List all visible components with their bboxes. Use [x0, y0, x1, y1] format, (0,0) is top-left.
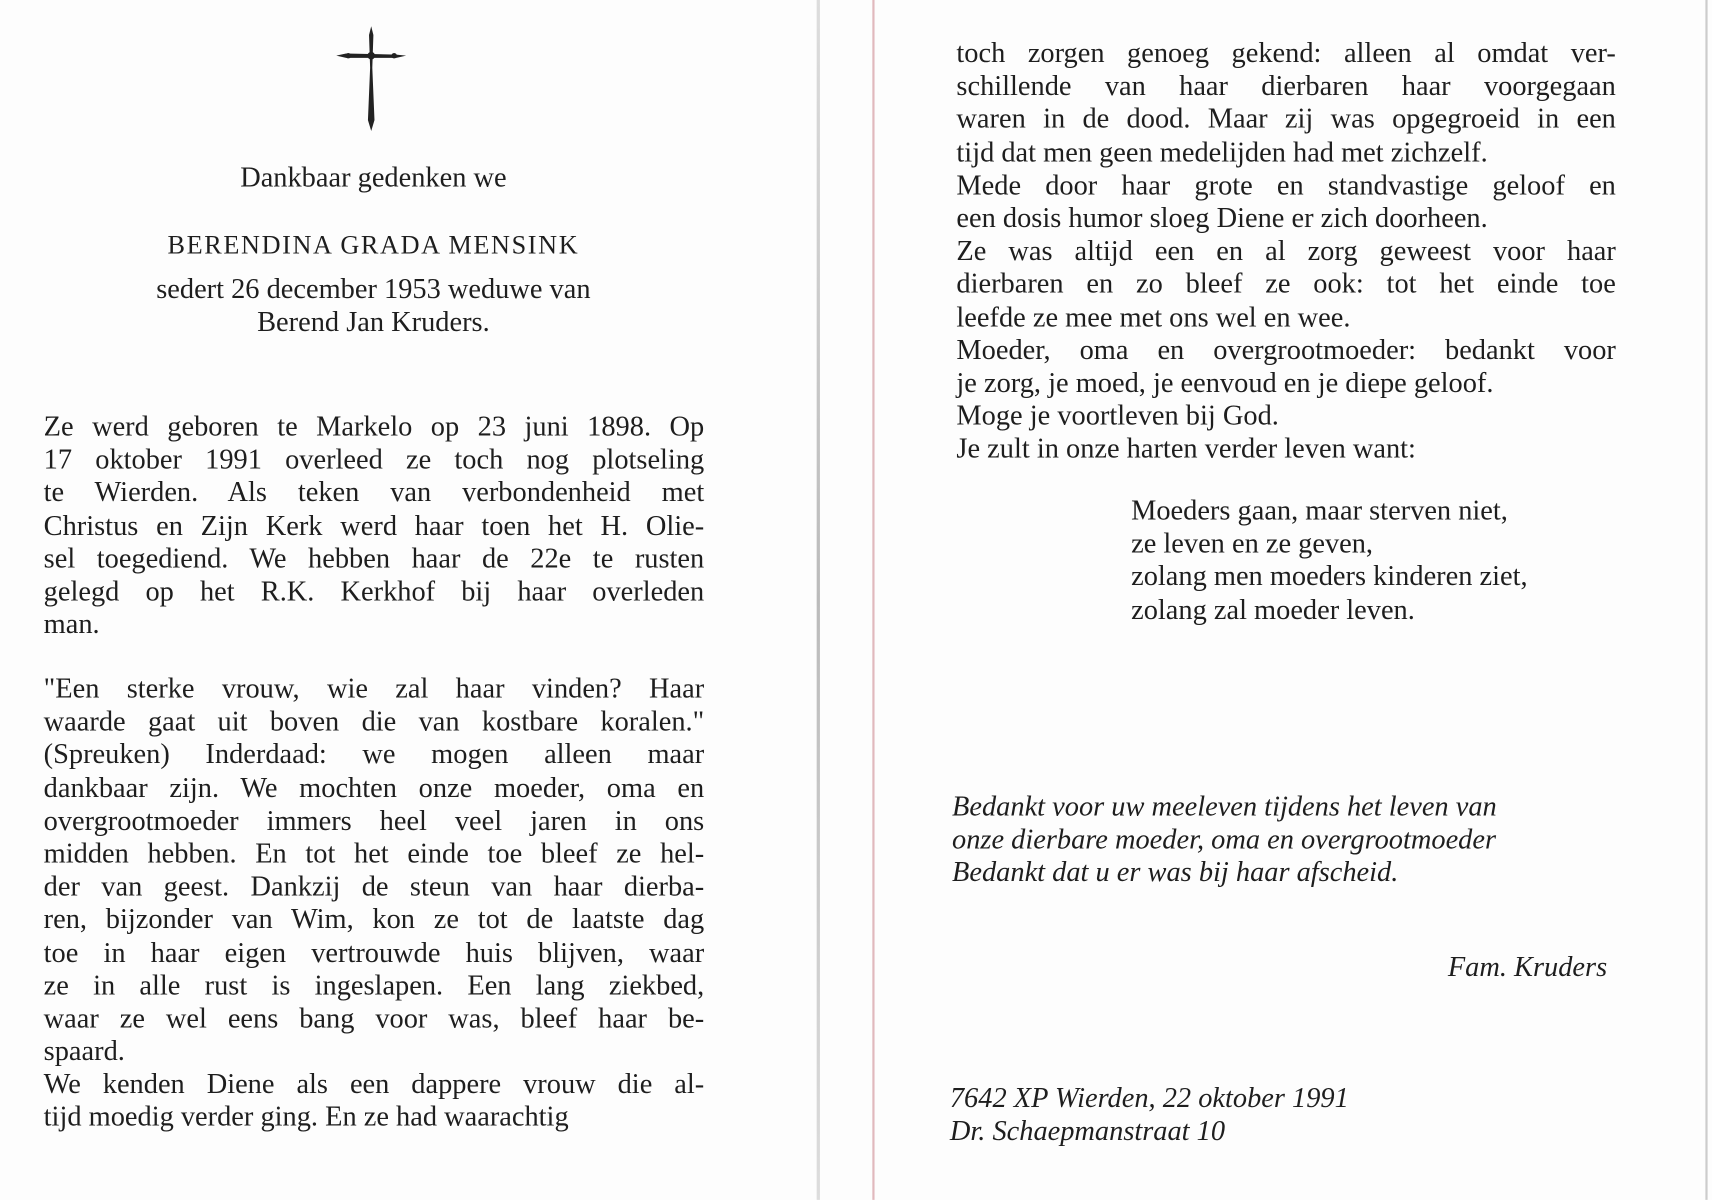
text-line: Dr. Schaepmanstraat 10 [949, 1114, 1226, 1147]
address [950, 1082, 1496, 1148]
text-line: man. [43, 608, 100, 640]
text-line: toe in haar eigen vertrouwde huis blijven, waar [43, 936, 705, 968]
text-line: spaard. [43, 1035, 125, 1067]
text-line: Ze werd geboren te Markelo op 23 juni 1898. Op [43, 410, 705, 443]
text-line: te Wierden. Als teken van verbondenheid met [43, 476, 705, 509]
left-paragraph-2 [44, 673, 705, 1134]
intro-text: Dankbaar gedenken we [240, 161, 507, 194]
text-line: ze in alle rust is ingeslapen. Een lang ziekbed, [43, 969, 705, 1001]
text-line: schillende van haar dierbaren haar voorgegaan [956, 70, 1616, 102]
text-line: der van geest. Dankzij de steun van haar dierba- [43, 870, 705, 902]
text-line: zolang zal moeder leven. [1131, 593, 1415, 626]
text-line: Moge je voortleven bij God. [956, 399, 1279, 432]
text-line: leefde ze mee met ons wel en wee. [956, 300, 1351, 333]
thanks-text [952, 790, 1611, 889]
text-line: Bedankt dat u er was bij haar afscheid. [952, 856, 1399, 889]
text-line: Mede door haar grote en standvastige geloof en [956, 168, 1616, 201]
text-line: ren, bijzonder van Wim, kon ze tot de laatste dag [43, 903, 705, 935]
text-line: We kenden Diene als een dappere vrouw die al- [43, 1068, 705, 1100]
text-line: overgrootmoeder immers heel veel jaren in ons [43, 804, 705, 837]
text-line: zolang men moeders kinderen ziet, [1131, 560, 1528, 593]
text-line: dankbaar zijn. We mochten onze moeder, oma en [43, 771, 705, 804]
left-paragraph-1 [44, 411, 705, 642]
text-line: midden hebben. En tot het einde toe bleef ze hel- [43, 837, 705, 870]
text-line: 17 oktober 1991 overleed ze toch nog plotseling [43, 443, 705, 476]
text-line: Ze was altijd een en al zorg geweest voor haar [956, 234, 1616, 267]
text-line: waarde gaat uit boven die van kostbare koralen." [43, 705, 705, 738]
page-edge [872, 0, 874, 1200]
text-line: tijd dat men geen medelijden had met zichzelf. [956, 135, 1488, 168]
text-line: toch zorgen genoeg gekend: alleen al omdat ver- [956, 37, 1616, 69]
text-line: 7642 XP Wierden, 22 oktober 1991 [949, 1081, 1349, 1114]
text-line: "Een sterke vrouw, wie zal haar vinden? Haar [43, 672, 705, 705]
text-line: dierbaren en zo bleef ze ook: tot het einde toe [956, 267, 1616, 300]
right-paragraph [956, 37, 1615, 465]
text-line: (Spreuken) Inderdaad: we mogen alleen maar [43, 738, 705, 771]
text-line: ze leven en ze geven, [1131, 527, 1374, 560]
text-line: Christus en Zijn Kerk werd haar toen het H. Olie- [43, 509, 705, 542]
widow-line-1: sedert 26 december 1953 weduwe van [156, 272, 591, 305]
text-line: je zorg, je moed, je eenvoud en je diepe geloof. [956, 366, 1494, 399]
widow-line-2: Berend Jan Kruders. [257, 305, 490, 338]
fold-line [817, 0, 820, 1200]
text-line: sel toegediend. We hebben haar de 22e te rusten [43, 542, 705, 575]
text-line: een dosis humor sloeg Diene er zich doorheen. [956, 201, 1488, 234]
text-line: waren in de dood. Maar zij was opgegroeid in een [956, 103, 1616, 135]
poem [1131, 495, 1633, 627]
text-line: waar ze wel eens bang voor was, bleef haar be- [43, 1002, 705, 1034]
text-line: gelegd op het R.K. Kerkhof bij haar overleden [43, 575, 705, 607]
text-line: Je zult in onze harten verder leven want: [956, 432, 1416, 465]
card-edge [1705, 0, 1707, 1200]
text-line: Moeder, oma en overgrootmoeder: bedankt voor [956, 333, 1616, 366]
signature: Fam. Kruders [1447, 950, 1608, 983]
deceased-name: BERENDINA GRADA MENSINK [167, 231, 580, 260]
text-line: Moeders gaan, maar sterven niet, [1131, 494, 1508, 527]
text-line: tijd moedig verder ging. En ze had waarachtig [43, 1101, 569, 1133]
cross-icon [333, 24, 409, 133]
text-line: onze dierbare moeder, oma en overgrootmoeder [952, 823, 1497, 856]
text-line: Bedankt voor uw meeleven tijdens het leven van [952, 790, 1497, 823]
